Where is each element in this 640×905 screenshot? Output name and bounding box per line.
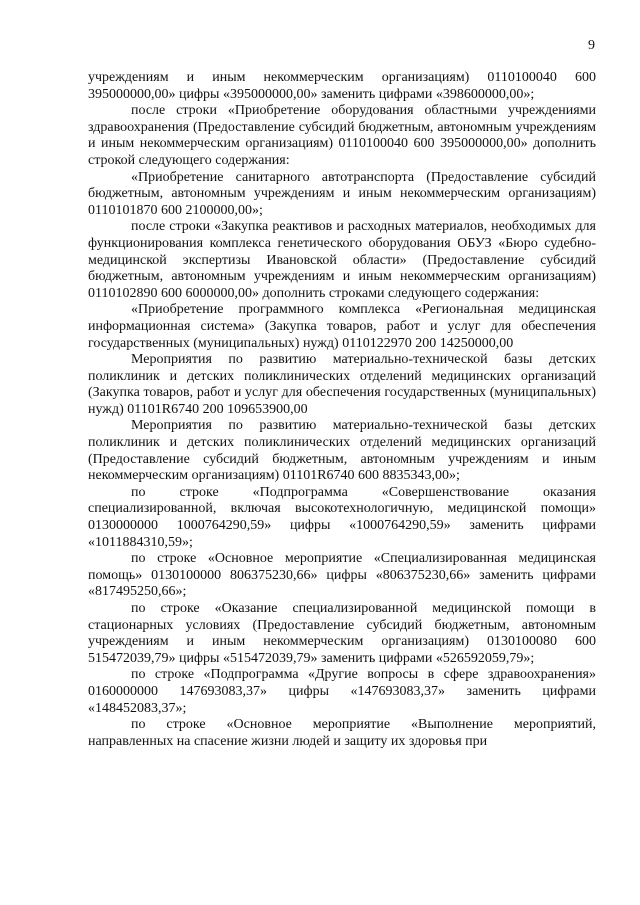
page-number: 9 [588, 38, 595, 53]
document-body [88, 70, 596, 750]
paragraph: Мероприятия по развитию материально-технической базы детских поликлиник и детских поликлинических отделений медицинских организаций (Закупка товаров, работ и услуг для обеспечения государственных (муниципальных) нужд) 01101R6740 200 109653900,00 [88, 352, 596, 417]
paragraph: учреждениям и иным некоммерческим организациям) 0110100040 600 395000000,00» цифры «395000000,00» заменить цифрами «398600000,00»; [88, 70, 596, 102]
paragraph: по строке «Основное мероприятие «Выполнение мероприятий, направленных на спасение жизни людей и защиту их здоровья при [88, 717, 596, 749]
paragraph: по строке «Подпрограмма «Совершенствование оказания специализированной, включая высокотехнологичную, медицинской помощи» 0130000000 1000764290,59» цифры «1000764290,59» заменить цифрами «1011884310,59»; [88, 484, 596, 550]
paragraph: «Приобретение программного комплекса «Региональная медицинская информационная система» (Закупка товаров, работ и услуг для обеспечения государственных (муниципальных) нужд) 0110122970 200 14250000,00 [88, 302, 596, 351]
paragraph: Мероприятия по развитию материально-технической базы детских поликлиник и детских поликлинических отделений медицинских организаций (Предоставление субсидий бюджетным, автономным учреждениям и иным некоммерческим организациям) 01101R6740 600 8835343,00»; [88, 418, 596, 484]
paragraph: по строке «Основное мероприятие «Специализированная медицинская помощь» 0130100000 806375230,66» цифры «806375230,66» заменить цифрами «817495250,66»; [88, 551, 596, 600]
paragraph: после строки «Приобретение оборудования областными учреждениями здравоохранения (Предоставление субсидий бюджетным, автономным учреждениям и иным некоммерческим организациям) 0110100040 600 395000000,00» дополнить строкой следующего содержания: [88, 103, 596, 168]
paragraph: по строке «Оказание специализированной медицинской помощи в стационарных условиях (Предоставление субсидий бюджетным, автономным учреждениям и иным некоммерческим организациям) 0130100080 600 515472039,79» цифры «515472039,79» заменить цифрами «526592059,79»; [88, 601, 596, 666]
paragraph: «Приобретение санитарного автотранспорта (Предоставление субсидий бюджетным, автономным учреждениям и иным некоммерческим организациям) 0110101870 600 2100000,00»; [88, 169, 596, 218]
paragraph: после строки «Закупка реактивов и расходных материалов, необходимых для функционирования комплекса генетического оборудования ОБУЗ «Бюро судебно-медицинской экспертизы Ивановской области» (Предоставление субсидий бюджетным, автономным учреждениям и иным некоммерческим организациям) 0110102890 600 6000000,00» дополнить строками следующего содержания: [88, 219, 596, 301]
paragraph: по строке «Подпрограмма «Другие вопросы в сфере здравоохранения» 0160000000 147693083,37» цифры «147693083,37» заменить цифрами «148452083,37»; [88, 667, 596, 716]
